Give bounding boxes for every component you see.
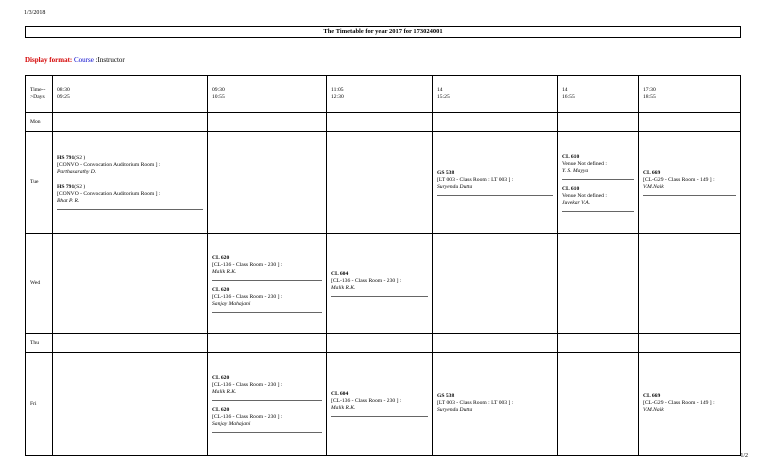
- day-row-mon: [26, 113, 741, 132]
- display-format-label: Display format:: [25, 56, 73, 64]
- cell: [208, 353, 327, 456]
- course-room: [CONVO - Convocation Auditorium Room ] :: [57, 162, 161, 168]
- display-format-course: Course: [74, 56, 94, 64]
- course-section: (S2 ): [74, 184, 86, 190]
- course-instructor: Y. S. Mayya: [562, 167, 589, 174]
- cell: [53, 132, 208, 234]
- display-format: [25, 56, 125, 64]
- slot-header: 11:05 12:30: [327, 76, 433, 113]
- course-code: GS 538: [437, 392, 455, 399]
- course-entry: [212, 287, 322, 313]
- cell: [639, 132, 741, 234]
- course-entry: [331, 271, 428, 297]
- time-days-header: Time-->Days: [26, 76, 53, 113]
- display-format-instructor: :Instructor: [95, 56, 125, 64]
- course-instructor: Malik R.K.: [331, 405, 356, 411]
- course-room: [CL-136 - Class Room - 230 ] :: [212, 382, 283, 388]
- course-code: HS 791: [57, 155, 75, 161]
- slot-header: 17:30 18:55: [639, 76, 741, 113]
- course-entry: [57, 155, 203, 178]
- day-label: Tue: [26, 132, 53, 234]
- cell: [558, 132, 639, 234]
- course-entry: [643, 393, 736, 416]
- course-instructor: Suryendu Dutta: [437, 406, 473, 413]
- course-entry: [331, 391, 428, 417]
- day-label: Thu: [26, 334, 53, 353]
- course-room: [LT 003 - Class Room : LT 003 ] :: [437, 176, 514, 183]
- course-room: [CL-136 - Class Room - 230 ] :: [212, 293, 283, 300]
- course-code: CL 620: [212, 407, 230, 413]
- course-code: CL 610: [562, 185, 580, 192]
- course-code: CL 669: [643, 392, 661, 399]
- cell: [433, 132, 558, 234]
- course-code: GS 538: [437, 169, 455, 176]
- course-room: [CL-136 - Class Room - 230 ] :: [331, 277, 402, 284]
- slot-header: 08:30 09:25: [53, 76, 208, 113]
- course-instructor: Parthasarathy D.: [57, 169, 97, 175]
- course-entry: [437, 393, 553, 416]
- day-row-tue: [26, 132, 741, 234]
- course-room: [CL-G29 - Class Room - 149 ] :: [643, 399, 715, 406]
- timetable-title: The Timetable for year 2017 for 173024001: [25, 26, 741, 38]
- course-code: CL 620: [212, 286, 230, 293]
- cell: [327, 353, 433, 456]
- course-section: (S2 ): [74, 155, 86, 161]
- course-code: CL 669: [643, 169, 661, 176]
- day-label: Wed: [26, 234, 53, 334]
- course-code: CL 604: [331, 391, 349, 397]
- course-room: Venue Not defined :: [562, 160, 607, 167]
- day-row-fri: [26, 353, 741, 456]
- course-instructor: Malik R.K.: [331, 284, 356, 291]
- slot-header: 14 16:55: [558, 76, 639, 113]
- course-instructor: V.M.Naik: [643, 183, 664, 190]
- course-instructor: Malik R.K.: [212, 268, 237, 275]
- course-code: CL 604: [331, 270, 349, 277]
- course-entry: [562, 186, 634, 212]
- course-entry: [57, 184, 203, 210]
- day-label: Mon: [26, 113, 53, 132]
- timetable-grid: [25, 75, 741, 456]
- header-row: [26, 76, 741, 113]
- course-instructor: V.M.Naik: [643, 406, 664, 413]
- course-code: HS 791: [57, 184, 75, 190]
- course-entry: [643, 170, 736, 196]
- course-entry: [562, 154, 634, 180]
- cell: [208, 234, 327, 334]
- course-code: CL 620: [212, 375, 230, 381]
- day-label: Fri: [26, 353, 53, 456]
- course-room: [CL-136 - Class Room - 230 ] :: [212, 261, 283, 268]
- course-instructor: Sanjay Mahajani: [212, 300, 251, 307]
- course-room: [CL-G29 - Class Room - 149 ] :: [643, 176, 715, 183]
- course-entry: [212, 375, 322, 401]
- course-instructor: Bhat P. R.: [57, 198, 80, 204]
- course-entry: [212, 255, 322, 281]
- cell: [433, 353, 558, 456]
- course-instructor: Suryendu Dutta: [437, 183, 473, 190]
- course-room: [LT 003 - Class Room : LT 003 ] :: [437, 399, 514, 406]
- course-room: Venue Not defined :: [562, 192, 607, 199]
- cell: [639, 353, 741, 456]
- course-instructor: Sanjay Mahajani: [212, 421, 251, 427]
- course-code: CL 620: [212, 254, 230, 261]
- course-entry: [437, 170, 553, 196]
- slot-header: 09:30 10:55: [208, 76, 327, 113]
- slot-header: 14 15:25: [433, 76, 558, 113]
- course-instructor: Juvekar V.A.: [562, 199, 591, 206]
- print-date: 1/3/2018: [24, 10, 46, 16]
- course-code: CL 610: [562, 153, 580, 160]
- course-instructor: Malik R.K.: [212, 389, 237, 395]
- course-room: [CL-136 - Class Room - 230 ] :: [212, 414, 283, 420]
- cell: [327, 234, 433, 334]
- day-row-thu: [26, 334, 741, 353]
- day-row-wed: [26, 234, 741, 334]
- course-room: [CL-136 - Class Room - 230 ] :: [331, 398, 402, 404]
- page-number: 1/2: [740, 453, 748, 459]
- course-room: [CONVO - Convocation Auditorium Room ] :: [57, 191, 161, 197]
- course-entry: [212, 407, 322, 433]
